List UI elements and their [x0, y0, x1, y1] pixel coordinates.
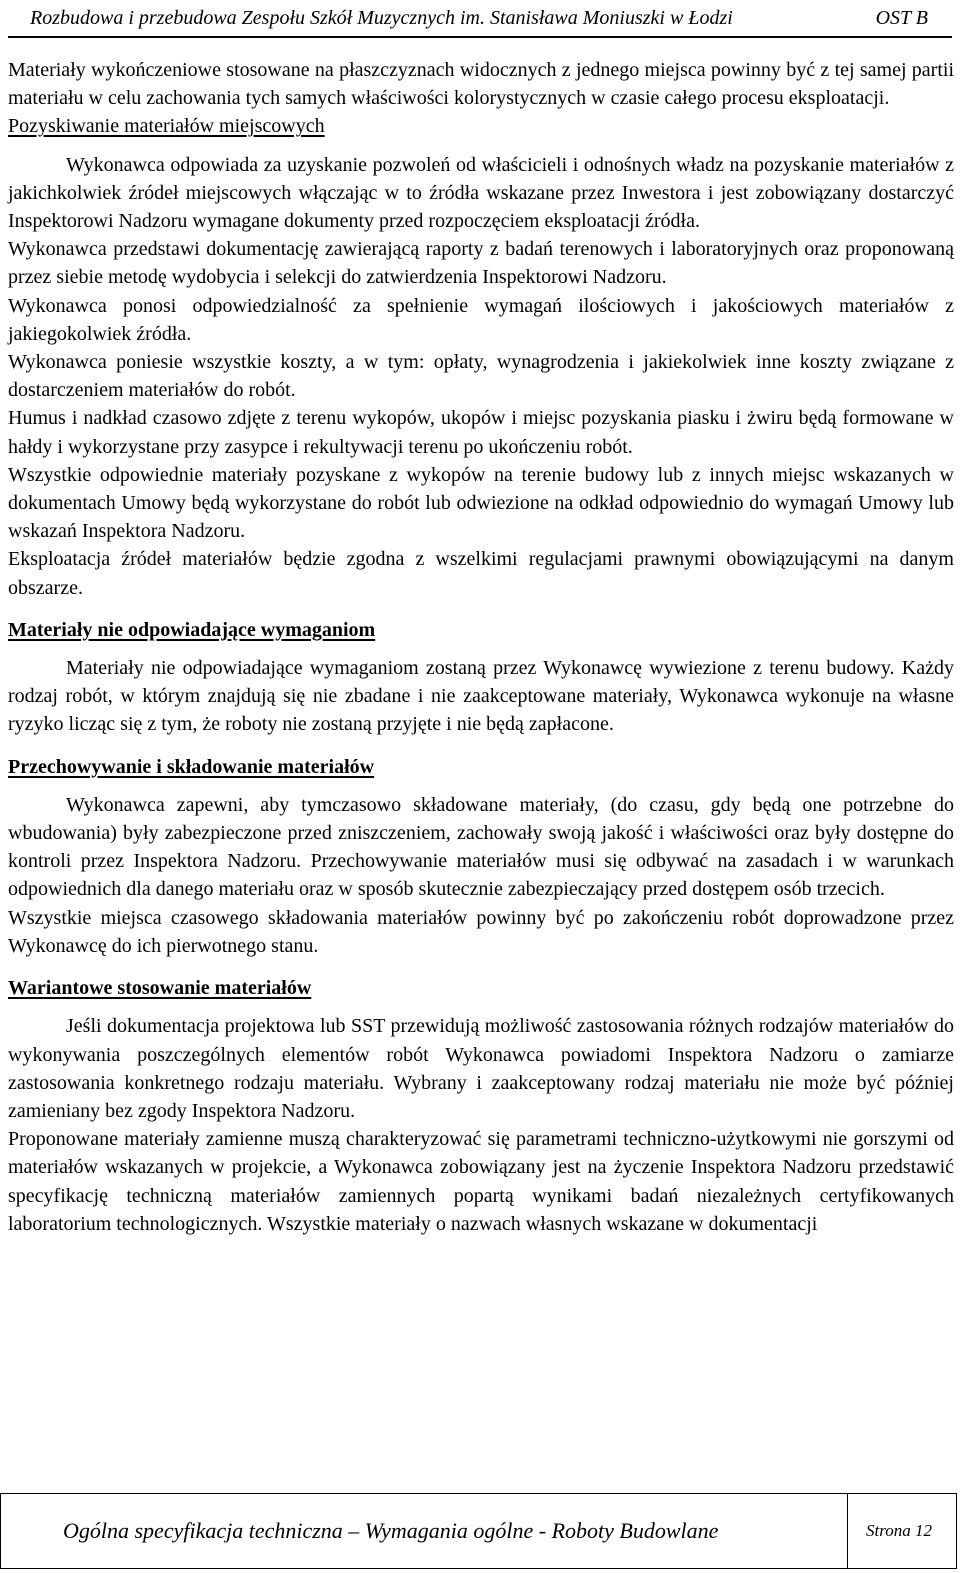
heading-storage: Przechowywanie i składowanie materiałów [8, 755, 375, 778]
page-header [8, 4, 952, 38]
document-body [8, 56, 954, 1238]
paragraph-nonconforming: Materiały nie odpowiadające wymaganiom zostaną przez Wykonawcę wywiezione z terenu budowy. Każdy rodzaj robót, w którym znajdują się nie zbadane i nie zaakceptowane materiały, Wykonawca wykonuje na własne ryzyko licząc się z tym, że roboty nie zostaną przyjęte i nie będą zapłacone. [8, 657, 954, 736]
paragraph-finishing-materials: Materiały wykończeniowe stosowane na płaszczyznach widocznych z jednego miejsca powinny być z tej samej partii materiału w celu zachowania tych samych właściwości kolorystycznych w czasie całego procesu eksploatacji. [8, 59, 954, 110]
footer-title: Ogólna specyfikacja techniczna – Wymagania ogólne - Roboty Budowlane [63, 1518, 719, 1543]
paragraph-exploitation: Eksploatacja źródeł materiałów będzie zgodna z wszelkimi regulacjami prawnymi obowiązującymi na danym obszarze. [8, 548, 954, 599]
paragraph-responsibility: Wykonawca ponosi odpowiedzialność za spełnienie wymagań ilościowych i jakościowych materiałów z jakiegokolwiek źródła. [8, 294, 954, 345]
paragraph-permits: Wykonawca odpowiada za uzyskanie pozwoleń od właścicieli i odnośnych władz na pozyskanie materiałów z jakichkolwiek źródeł miejscowych włączając w to źródła wskazane przez Inwestora i jest zobowiązany dostarczyć Inspektorowi Nadzoru wymagane dokumenty przed rozpoczęciem eksploatacji źródła. [8, 153, 954, 233]
paragraph-costs: Wykonawca poniesie wszystkie koszty, a w tym: opłaty, wynagrodzenia i jakiekolwiek inne koszty związane z dostarczeniem materiałów do robót. [8, 351, 954, 402]
paragraph-substitute-materials: Proponowane materiały zamienne muszą charakteryzować się parametrami techniczno-użytkowymi nie gorszymi od materiałów wskazanych w projekcie, a Wykonawca zobowiązany jest na życzenie Inspektora Nadzoru przedstawić specyfikację techniczną materiałów zamiennych popartą wynikami badań niezależnych certyfikowanych laboratorium technologicznych. Wszystkie materiały o nazwach własnych wskazane w dokumentacji [8, 1128, 954, 1235]
header-title: Rozbudowa i przebudowa Zespołu Szkół Muzycznych im. Stanisława Moniuszki w Łodzi [30, 7, 733, 29]
footer-page-number: Strona 12 [866, 1521, 932, 1540]
page-footer [0, 1493, 957, 1569]
footer-divider [847, 1494, 848, 1568]
paragraph-documentation: Wykonawca przedstawi dokumentację zawierającą raporty z badań terenowych i laboratoryjnych oraz proponowaną przez siebie metodę wydobycia i selekcji do zatwierdzenia Inspektorowi Nadzoru. [8, 238, 954, 289]
heading-nonconforming-materials: Materiały nie odpowiadające wymaganiom [8, 618, 376, 641]
paragraph-variant: Jeśli dokumentacja projektowa lub SST przewidują możliwość zastosowania różnych rodzajów materiałów do wykonywania poszczególnych elementów robót Wykonawca powiadomi Inspektora Nadzoru o zamiarze zastosowania konkretnego rodzaju materiału. Wybrany i zaakceptowany rodzaj materiału nie może być później zamieniany bez zgody Inspektora Nadzoru. [8, 1015, 954, 1122]
heading-local-materials: Pozyskiwanie materiałów miejscowych [8, 115, 325, 138]
paragraph-storage-restoration: Wszystkie miejsca czasowego składowania materiałów powinny być po zakończeniu robót doprowadzone przez Wykonawcę do ich pierwotnego stanu. [8, 906, 954, 957]
paragraph-storage: Wykonawca zapewni, aby tymczasowo składowane materiały, (do czasu, gdy będą one potrzebne do wbudowania) były zabezpieczone przed zniszczeniem, zachowały swoją jakość i właściwości oraz były dostępne do kontroli przez Inspektora Nadzoru. Przechowywanie materiałów musi się odbywać na zasadach i w warunkach odpowiednich dla danego materiału oraz w sposób skutecznie zabezpieczający przed dostępem osób trzecich. [8, 793, 954, 901]
paragraph-humus: Humus i nadkład czasowo zdjęte z terenu wykopów, ukopów i miejsc pozyskania piasku i żwiru będą formowane w hałdy i wykorzystane przy zasypce i rekultywacji terenu po ukończeniu robót. [8, 407, 954, 458]
paragraph-excavated-materials: Wszystkie odpowiednie materiały pozyskane z wykopów na terenie budowy lub z innych miejsc wskazanych w dokumentach Umowy będą wykorzystane do robót lub odwiezione na odkład odpowiednio do wymagań Umowy lub wskazań Inspektora Nadzoru. [8, 463, 954, 543]
header-doc-code: OST B [875, 7, 928, 29]
heading-variant-materials: Wariantowe stosowanie materiałów [8, 977, 312, 1000]
